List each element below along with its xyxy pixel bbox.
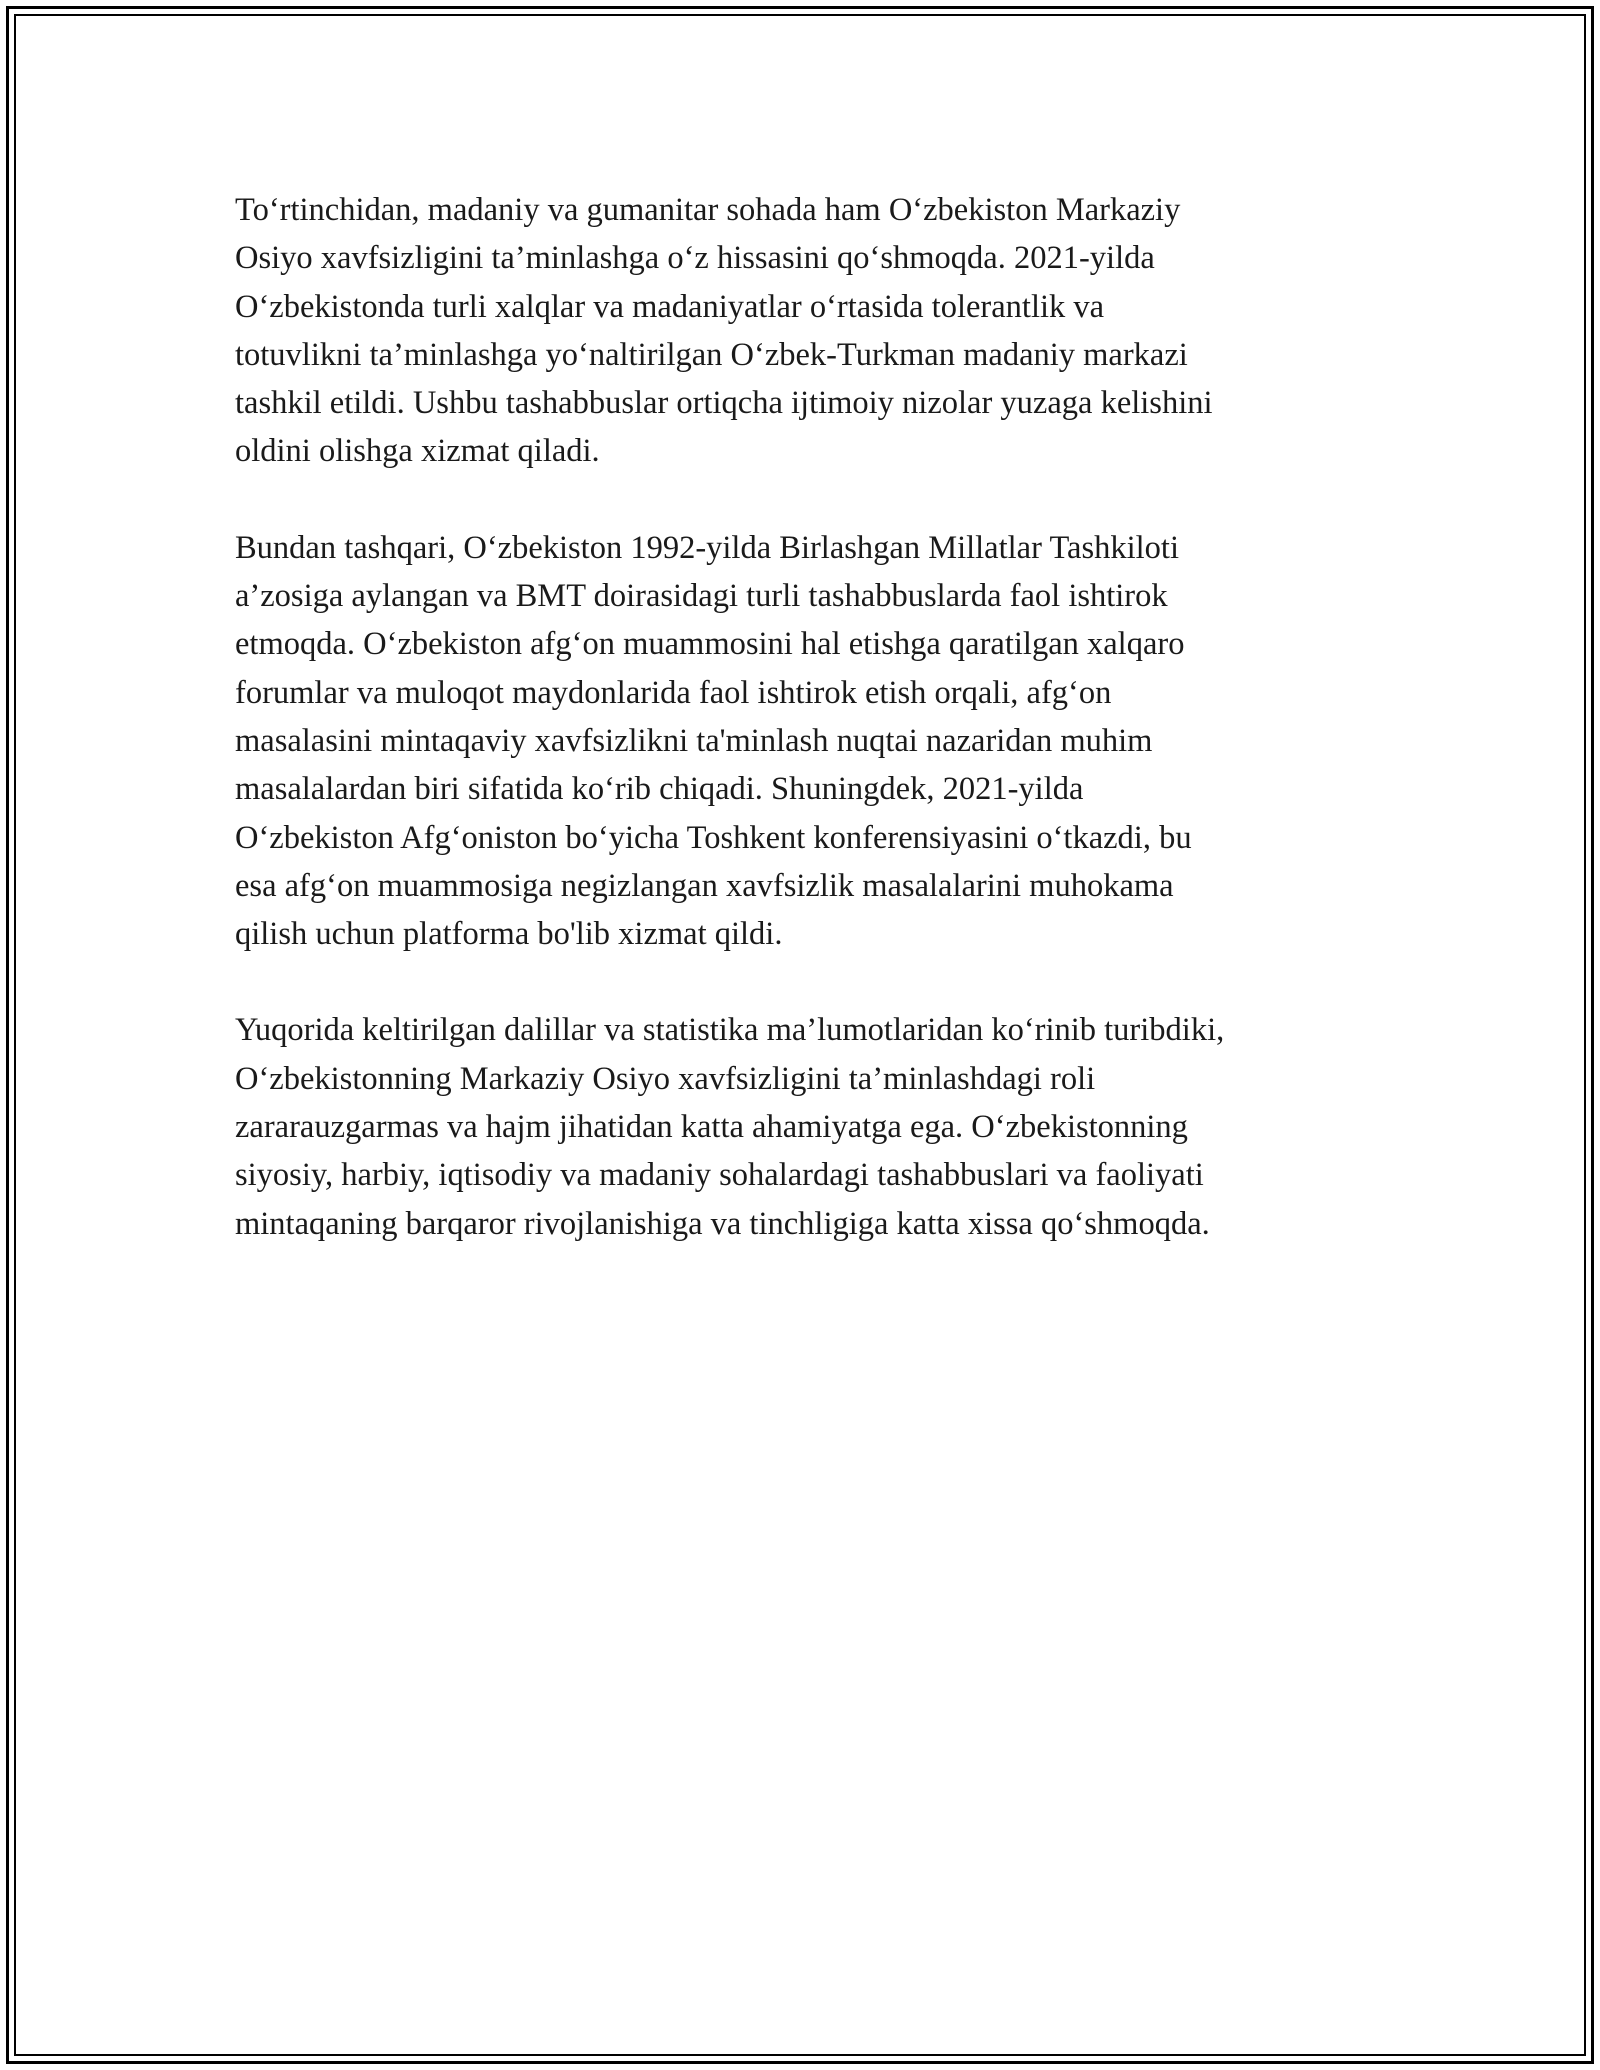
paragraph-line: O‘zbekiston Afg‘oniston bo‘yicha Toshkent konferensiyasini o‘tkazdi, bu [235, 819, 1192, 856]
paragraph-cultural-sphere [235, 186, 1385, 476]
paragraph-line: Bundan tashqari, O‘zbekiston 1992-yilda Birlashgan Millatlar Tashkiloti [235, 529, 1179, 566]
paragraph-line: esa afg‘on muammosiga negizlangan xavfsizlik masalalarini muhokama [235, 867, 1174, 904]
paragraph-line: mintaqaning barqaror rivojlanishiga va tinchligiga katta xissa qo‘shmoqda. [235, 1205, 1210, 1242]
paragraph-line: a’zosiga aylangan va BMT doirasidagi turli tashabbuslarda faol ishtirok [235, 578, 1168, 615]
paragraph-line: masalalardan biri sifatida ko‘rib chiqadi. Shuningdek, 2021-yilda [235, 771, 1084, 808]
paragraph-line: Osiyo xavfsizligini ta’minlashga o‘z hissasini qo‘shmoqda. 2021-yilda [235, 240, 1155, 277]
document-body [235, 186, 1385, 1296]
paragraph-line: O‘zbekistonning Markaziy Osiyo xavfsizligini ta’minlashdagi roli [235, 1060, 1096, 1097]
paragraph-line: siyosiy, harbiy, iqtisodiy va madaniy sohalardagi tashabbuslari va faoliyati [235, 1157, 1204, 1194]
paragraph-conclusion [235, 1006, 1385, 1247]
paragraph-line: totuvlikni ta’minlashga yo‘naltirilgan O‘zbek-Turkman madaniy markazi [235, 336, 1188, 373]
paragraph-line: To‘rtinchidan, madaniy va gumanitar sohada ham O‘zbekiston Markaziy [235, 192, 1181, 228]
paragraph-line: tashkil etildi. Ushbu tashabbuslar ortiqcha ijtimoiy nizolar yuzaga kelishini [235, 385, 1213, 422]
paragraph-line: Yuqorida keltirilgan dalillar va statistika ma’lumotlaridan ko‘rinib turibdiki, [235, 1012, 1225, 1049]
paragraph-line: zararauzgarmas va hajm jihatidan katta ahamiyatga ega. O‘zbekistonning [235, 1109, 1188, 1146]
paragraph-un-membership [235, 524, 1385, 959]
paragraph-line: masalasini mintaqaviy xavfsizlikni ta'minlash nuqtai nazaridan muhim [235, 722, 1153, 759]
paragraph-line: etmoqda. O‘zbekiston afg‘on muammosini hal etishga qaratilgan xalqaro [235, 626, 1185, 663]
paragraph-line: O‘zbekistonda turli xalqlar va madaniyatlar o‘rtasida tolerantlik va [235, 288, 1105, 325]
paragraph-line: qilish uchun platforma bo'lib xizmat qildi. [235, 916, 783, 953]
paragraph-line: forumlar va muloqot maydonlarida faol ishtirok etish orqali, afg‘on [235, 674, 1112, 711]
paragraph-line: oldini olishga xizmat qiladi. [235, 433, 600, 470]
